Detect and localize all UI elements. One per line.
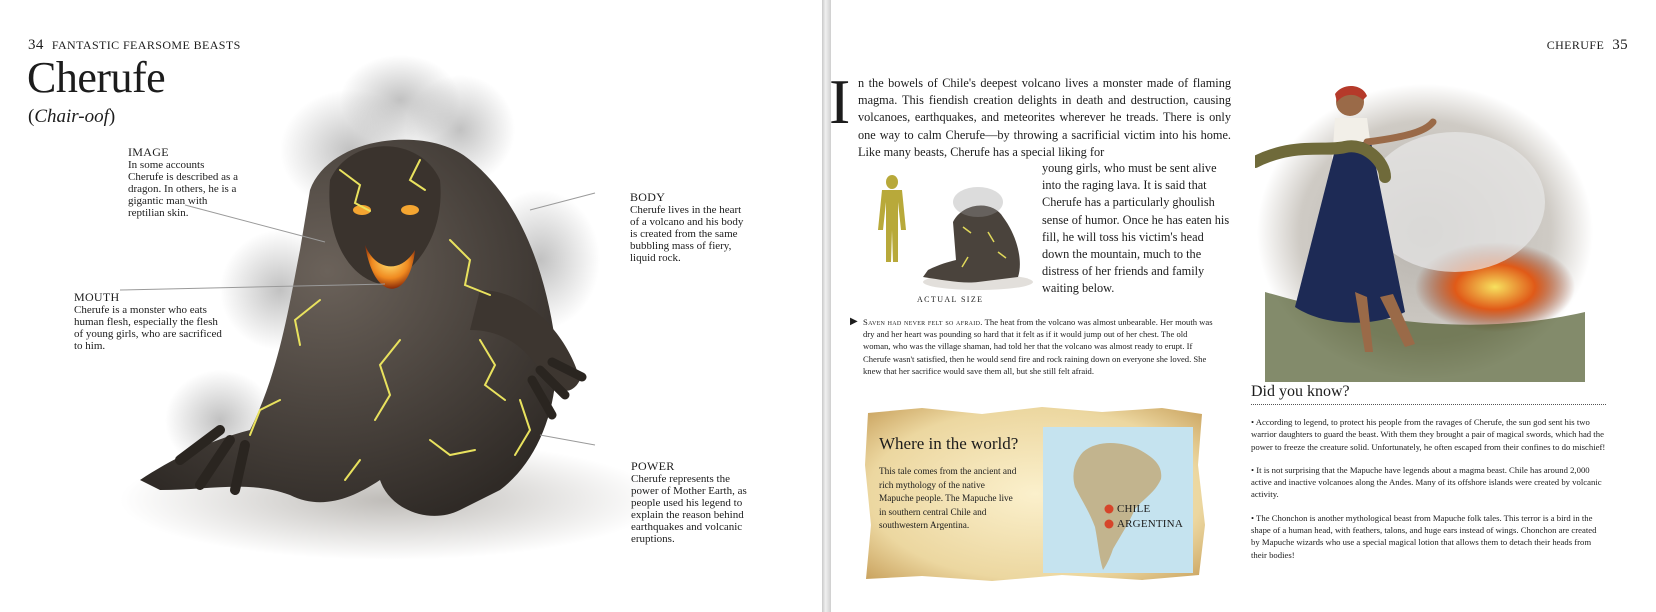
did-you-know-list [1251, 416, 1606, 572]
story-continued: young girls, who must be sent alive into the raging lava. It is said that Cherufe has a particularly ghoulish sense of humor. Once he has eaten his fill, he will toss his victim's head down the mountain, much to the distress of her friends and family waiting below. [1042, 161, 1230, 296]
callout-image [128, 146, 238, 219]
excerpt-text: The heat from the volcano was almost unbearable. Her mouth was dry and her heart was pounding so hard that it felt as if it would jump out of her chest. The old woman, who was the village shaman, had told her that the volcano was almost ready to erupt. If Cherufe wasn't satisfied, then he would send fire and rock raining down on everyone she loved. She knew that her sacrifice would save them all, but she still felt afraid. [863, 317, 1213, 376]
callout-image-text: In some accounts Cherufe is described as a dragon. In others, he is a gigantic man with reptilian skin. [128, 159, 238, 219]
map-label-argentina: ARGENTINA [1117, 518, 1183, 530]
story-main [829, 66, 1231, 161]
pronunciation-text: Chair-oof [34, 106, 109, 127]
callout-body-heading: BODY [630, 190, 666, 204]
pronunciation-open-paren: ( [28, 106, 35, 127]
where-in-world-text: This tale comes from the ancient and rich mythology of the native Mapuche people. The Mapuche live in southern central Chile and southwestern Argentina. [879, 467, 1017, 531]
sacrifice-portrait [1255, 82, 1595, 382]
list-item: • The Chonchon is another mythological beast from Mapuche folk tales. This terror is a bird in the shape of a human head, with feathers, talons, and huge ears instead of wings. Chonchon are created by Mapuche wizards who use a special magical lotion that allows them to detach their heads from their bodies! [1251, 512, 1597, 560]
map-label-chile: CHILE [1117, 503, 1151, 515]
callout-mouth-text: Cherufe is a monster who eats human flesh, especially the flesh of young girls, who are sacrificed to him. [74, 304, 222, 352]
triangle-bullet-icon: ▶ [850, 316, 858, 327]
right-folio [1547, 37, 1628, 54]
list-item: • According to legend, to protect his people from the ravages of Cherufe, the sun god sent his two warrior daughters to guard the beast. With them they brought a pair of magical swords, which had the power to freeze the creature solid. Unfortunately, he often escaped from their confines to do mischief! [1251, 417, 1606, 452]
right-page-number: 35 [1612, 37, 1628, 53]
south-america-map [1043, 427, 1193, 573]
actual-size-label: ACTUAL SIZE [917, 295, 984, 304]
callout-mouth [74, 291, 226, 352]
left-running-head: FANTASTIC FEARSOME BEASTS [51, 38, 241, 52]
did-you-know-title: Did you know? [1251, 383, 1350, 400]
callout-body-text: Cherufe lives in the heart of a volcano and his body is created from the same bubbling mass of fiery, liquid rock. [630, 204, 744, 264]
left-page-number: 34 [28, 37, 44, 53]
page-title: Cherufe [27, 53, 166, 102]
right-eye [401, 205, 419, 215]
right-running-head: CHERUFE [1546, 38, 1605, 52]
callout-image-heading: IMAGE [128, 145, 169, 159]
human-silhouette [878, 175, 906, 262]
did-you-know-divider [1251, 404, 1606, 405]
list-item: • It is not surprising that the Mapuche have legends about a magma beast. Chile has around 2,000 active and inactive volcanoes along the Andes. Many of its offshore islands were created by volcanic activity. [1251, 464, 1602, 500]
argentina-marker-icon [1105, 520, 1114, 529]
story-excerpt [850, 316, 1215, 377]
chile-marker-icon [1105, 505, 1114, 514]
story-paragraph: n the bowels of Chile's deepest volcano lives a monster made of flaming magma. This fiendish creation delights in death and destruction, causing volcanoes, earthquakes, and meteorites wherever he treads. There is only one way to calm Cherufe—by throwing a sacrificial victim into his home. Like many beasts, Cherufe has a special liking for [858, 76, 1231, 159]
callout-power [631, 460, 747, 545]
callout-power-heading: POWER [631, 459, 675, 473]
pronunciation-close-paren: ) [108, 106, 116, 127]
callout-mouth-heading: MOUTH [74, 290, 120, 304]
drop-cap: I [829, 66, 851, 137]
callout-power-text: Cherufe represents the power of Mother Earth, as people used his legend to explain the reason behind earthquakes and volcanic eruptions. [631, 473, 747, 545]
where-in-world-title: Where in the world? [879, 434, 1019, 453]
excerpt-lead: Saven had never felt so afraid. [863, 317, 983, 327]
callout-body [630, 191, 746, 264]
actual-size-comparison [868, 172, 1048, 292]
beast-miniature [923, 187, 1033, 290]
